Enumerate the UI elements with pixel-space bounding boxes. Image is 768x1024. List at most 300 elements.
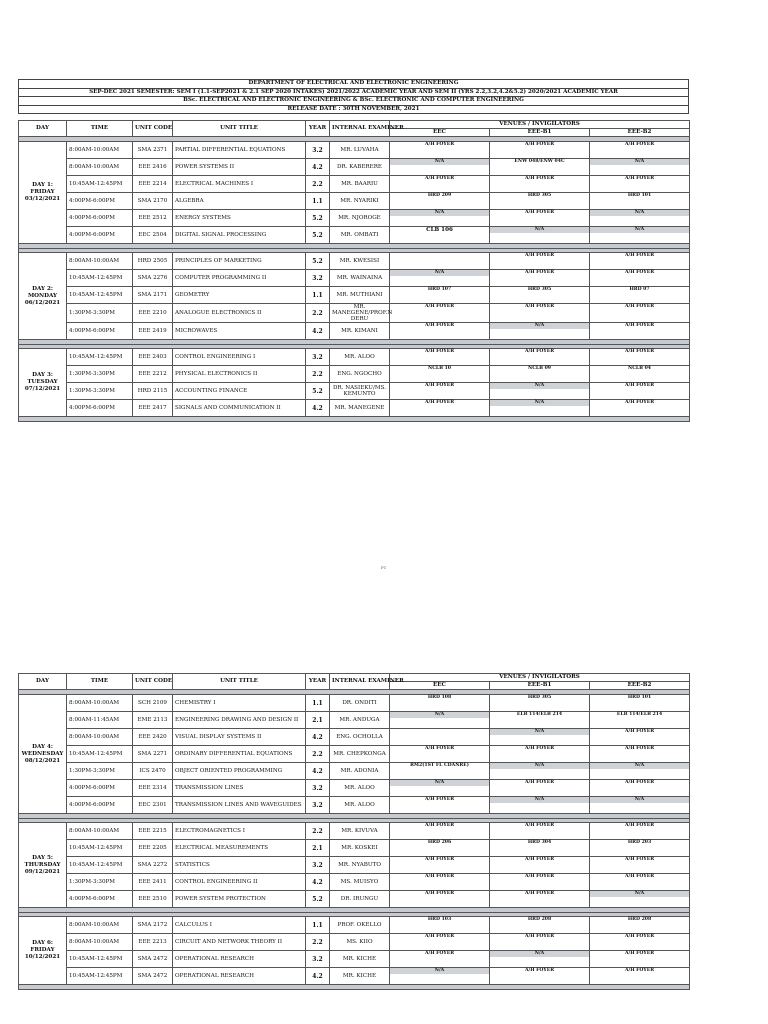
exam-row xyxy=(19,400,690,417)
exam-time: 8:00AM-10:00AM xyxy=(67,823,133,840)
venue-cell-b1 xyxy=(490,729,590,746)
venue-b1: A/H FOYER xyxy=(524,891,555,896)
venue-b2: N/A xyxy=(590,891,689,897)
venue-cell-b1 xyxy=(490,874,590,891)
exam-row xyxy=(19,287,690,304)
page-header xyxy=(18,79,689,114)
exam-time: 1:30PM-3:30PM xyxy=(67,874,133,891)
venue-b2: A/H FOYER xyxy=(624,951,655,956)
venue-cell-eec xyxy=(390,968,490,985)
venue-b2: HRD 208 xyxy=(627,917,652,922)
internal-examiner: MR. MUTHIANI xyxy=(330,287,390,304)
venue-cell-b2 xyxy=(590,142,690,159)
unit-code: EEE 2512 xyxy=(133,210,173,227)
exam-row xyxy=(19,874,690,891)
year: 3.2 xyxy=(306,797,330,814)
internal-examiner: DR. ONDITI xyxy=(330,695,390,712)
venue-b2: A/H FOYER xyxy=(624,253,655,258)
venue-cell-b2 xyxy=(590,400,690,417)
venue-cell-b2 xyxy=(590,253,690,270)
venue-cell-b2 xyxy=(590,227,690,244)
year: 4.2 xyxy=(306,968,330,985)
year: 5.2 xyxy=(306,253,330,270)
exam-time: 8:00AM-10:00AM xyxy=(67,253,133,270)
venue-cell-b1 xyxy=(490,304,590,323)
exam-row xyxy=(19,951,690,968)
venue-b1: A/H FOYER xyxy=(524,142,555,147)
internal-examiner: PROF. OKELLO xyxy=(330,917,390,934)
col-venues-header: VENUES / INVIGILATORS xyxy=(390,674,690,682)
unit-code: ICS 2470 xyxy=(133,763,173,780)
exam-row xyxy=(19,159,690,176)
col-time-header: TIME xyxy=(67,121,133,137)
venue-cell-b1 xyxy=(490,193,590,210)
col-unit-code-header: UNIT CODE xyxy=(133,674,173,690)
unit-title: GEOMETRY xyxy=(173,287,306,304)
venue-cell-b1 xyxy=(490,366,590,383)
venue-b1: HRD 305 xyxy=(527,193,552,198)
col-unit-title-header: UNIT TITLE xyxy=(173,121,306,137)
col-examiner-header: INTERNAL EXAMINER xyxy=(330,121,390,137)
venue-cell-b2 xyxy=(590,746,690,763)
internal-examiner: MR. KICHE xyxy=(330,951,390,968)
col-year-header: YEAR xyxy=(306,674,330,690)
venue-cell-eec xyxy=(390,951,490,968)
unit-code: EEE 2403 xyxy=(133,349,173,366)
venue-cell-b2 xyxy=(590,780,690,797)
venue-b2: A/H FOYER xyxy=(624,780,655,785)
venue-cell-b1 xyxy=(490,695,590,712)
venue-cell-b1 xyxy=(490,349,590,366)
internal-examiner: DR. NASIEKU/MS. KEMUNTO xyxy=(330,383,390,400)
venue-cell-b2 xyxy=(590,840,690,857)
exam-time: 10:45AM-12:45PM xyxy=(67,287,133,304)
venue-cell-b1 xyxy=(490,270,590,287)
internal-examiner: ENG. NGOCHO xyxy=(330,366,390,383)
unit-title: MICROWAVES xyxy=(173,323,306,340)
venue-b2: N/A xyxy=(590,797,689,803)
venue-cell-eec xyxy=(390,159,490,176)
venue-b2: A/H FOYER xyxy=(624,383,655,388)
timetable-page-2 xyxy=(18,673,689,990)
venue-cell-b1 xyxy=(490,253,590,270)
unit-code: SMA 2172 xyxy=(133,917,173,934)
venue-eec xyxy=(390,729,489,735)
col-time-header: TIME xyxy=(67,674,133,690)
unit-code: EEE 2212 xyxy=(133,366,173,383)
venue-cell-b1 xyxy=(490,712,590,729)
internal-examiner: MR. NJOROGE xyxy=(330,210,390,227)
unit-code: SMA 2171 xyxy=(133,287,173,304)
unit-code: EEE 2411 xyxy=(133,874,173,891)
unit-code: EEE 2213 xyxy=(133,934,173,951)
exam-time: 4:00PM-6:00PM xyxy=(67,400,133,417)
unit-title: DIGITAL SIGNAL PROCESSING xyxy=(173,227,306,244)
unit-title: OBJECT ORIENTED PROGRAMMING xyxy=(173,763,306,780)
exam-time: 1:30PM-3:30PM xyxy=(67,366,133,383)
venue-eec: A/H FOYER xyxy=(424,951,455,956)
exam-time: 1:30PM-3:30PM xyxy=(67,304,133,323)
venue-cell-eec xyxy=(390,304,490,323)
exam-time: 8:00AM-11:45AM xyxy=(67,712,133,729)
year: 1.1 xyxy=(306,287,330,304)
venue-cell-b2 xyxy=(590,270,690,287)
internal-examiner: MR. KIVUVA xyxy=(330,823,390,840)
exam-time: 8:00AM-10:00AM xyxy=(67,159,133,176)
unit-code: SMA 2271 xyxy=(133,746,173,763)
venue-cell-b2 xyxy=(590,823,690,840)
venue-b1: A/H FOYER xyxy=(524,304,555,309)
exam-row xyxy=(19,323,690,340)
year: 5.2 xyxy=(306,383,330,400)
venue-b1: N/A xyxy=(490,729,589,735)
internal-examiner: MR. KIMANI xyxy=(330,323,390,340)
year: 3.2 xyxy=(306,951,330,968)
venue-eec: A/H FOYER xyxy=(424,891,455,896)
programme-line: BSc. ELECTRICAL AND ELECTRONIC ENGINEERING & BSc. ELECTRONIC AND COMPUTER ENGINEERING xyxy=(18,96,689,105)
col-day-header: DAY xyxy=(19,674,67,690)
unit-title: ELECTROMAGNETICS I xyxy=(173,823,306,840)
year: 2.2 xyxy=(306,934,330,951)
unit-code: SMA 2170 xyxy=(133,193,173,210)
unit-title: CALCULUS I xyxy=(173,917,306,934)
exam-time: 10:45AM-12:45PM xyxy=(67,951,133,968)
day-label: DAY 4: WEDNESDAY 08/12/2021 xyxy=(19,695,67,814)
year: 4.2 xyxy=(306,323,330,340)
release-date: RELEASE DATE : 30TH NOVEMBER, 2021 xyxy=(18,105,689,115)
exam-time: 8:00AM-10:00AM xyxy=(67,142,133,159)
venue-eec: A/H FOYER xyxy=(424,934,455,939)
venue-b2: A/H FOYER xyxy=(624,934,655,939)
unit-title: CONTROL ENGINEERING II xyxy=(173,874,306,891)
venue-cell-eec xyxy=(390,934,490,951)
venue-b1: A/H FOYER xyxy=(524,934,555,939)
exam-time: 4:00PM-6:00PM xyxy=(67,210,133,227)
exam-time: 8:00AM-10:00AM xyxy=(67,934,133,951)
unit-title: VISUAL DISPLAY SYSTEMS II xyxy=(173,729,306,746)
internal-examiner: MR. CHEPKONGA xyxy=(330,746,390,763)
exam-row xyxy=(19,349,690,366)
venue-cell-eec xyxy=(390,729,490,746)
exam-time: 4:00PM-6:00PM xyxy=(67,797,133,814)
internal-examiner: MR. OMBATI xyxy=(330,227,390,244)
venue-cell-b1 xyxy=(490,968,590,985)
venue-eec: A/H FOYER xyxy=(424,746,455,751)
exam-row xyxy=(19,253,690,270)
venue-b2: N/A xyxy=(590,210,689,216)
venue-b1: HRD 208 xyxy=(527,917,552,922)
venue-b1: N/A xyxy=(490,797,589,803)
year: 5.2 xyxy=(306,210,330,227)
internal-examiner: MR. BAARIU xyxy=(330,176,390,193)
exam-row xyxy=(19,729,690,746)
venue-b2: A/H FOYER xyxy=(624,746,655,751)
internal-examiner: MS. MUISYO xyxy=(330,874,390,891)
exam-table xyxy=(18,673,690,990)
exam-time: 10:45AM-12:45PM xyxy=(67,968,133,985)
internal-examiner: MR. MANEGENE/PROF.N DERU xyxy=(330,304,390,323)
year: 3.2 xyxy=(306,270,330,287)
venue-cell-eec xyxy=(390,270,490,287)
venue-cell-b2 xyxy=(590,857,690,874)
venue-b1: N/A xyxy=(490,951,589,957)
venue-cell-eec xyxy=(390,366,490,383)
venue-cell-eec xyxy=(390,840,490,857)
exam-row xyxy=(19,142,690,159)
venue-b2: HRD 07 xyxy=(629,287,650,292)
venue-cell-b2 xyxy=(590,366,690,383)
exam-time: 8:00AM-10:00AM xyxy=(67,729,133,746)
venue-cell-eec xyxy=(390,176,490,193)
unit-code: EEE 2210 xyxy=(133,304,173,323)
venue-eec: HRD 108 xyxy=(427,695,452,700)
year: 1.1 xyxy=(306,917,330,934)
unit-code: HRD 2505 xyxy=(133,253,173,270)
unit-code: EEC 2504 xyxy=(133,227,173,244)
exam-time: 4:00PM-6:00PM xyxy=(67,891,133,908)
venue-b1: HRD 305 xyxy=(527,287,552,292)
internal-examiner: MR. KOSKEI xyxy=(330,840,390,857)
unit-code: EEE 2314 xyxy=(133,780,173,797)
venue-eec: NCLB 10 xyxy=(428,366,451,371)
exam-table xyxy=(18,120,690,422)
unit-code: SMA 2472 xyxy=(133,951,173,968)
unit-code: EEC 2301 xyxy=(133,797,173,814)
internal-examiner: DR. KABERERE xyxy=(330,159,390,176)
unit-title: COMPUTER PROGRAMMING II xyxy=(173,270,306,287)
venue-cell-b1 xyxy=(490,323,590,340)
exam-time: 1:30PM-3:30PM xyxy=(67,763,133,780)
venue-eec: A/H FOYER xyxy=(424,857,455,862)
venue-cell-b1 xyxy=(490,917,590,934)
exam-row xyxy=(19,227,690,244)
unit-title: SIGNALS AND COMMUNICATION II xyxy=(173,400,306,417)
venue-b2: A/H FOYER xyxy=(624,729,655,734)
venue-b1: N/A xyxy=(490,383,589,389)
internal-examiner: ENG. OCHOLLA xyxy=(330,729,390,746)
year: 4.2 xyxy=(306,874,330,891)
venue-cell-b2 xyxy=(590,891,690,908)
venue-cell-b1 xyxy=(490,763,590,780)
venue-cell-eec xyxy=(390,253,490,270)
exam-row xyxy=(19,210,690,227)
venue-cell-b2 xyxy=(590,287,690,304)
year: 2.2 xyxy=(306,176,330,193)
unit-title: ANALOGUE ELECTRONICS II xyxy=(173,304,306,323)
venue-b1: HRD 305 xyxy=(527,695,552,700)
unit-title: PHYSICAL ELECTRONICS II xyxy=(173,366,306,383)
exam-time: 10:45AM-12:45PM xyxy=(67,176,133,193)
day-label: DAY 6: FRIDAY 10/12/2021 xyxy=(19,917,67,985)
day-label: DAY 2: MONDAY 06/12/2021 xyxy=(19,253,67,340)
venue-eec: A/H FOYER xyxy=(424,176,455,181)
unit-code: EEE 2417 xyxy=(133,400,173,417)
col-eec-header: EEC xyxy=(390,682,490,690)
col-unit-code-header: UNIT CODE xyxy=(133,121,173,137)
exam-time: 4:00PM-6:00PM xyxy=(67,227,133,244)
internal-examiner: MR. WAINAINA xyxy=(330,270,390,287)
year: 4.2 xyxy=(306,763,330,780)
unit-title: ORDINARY DIFFERENTIAL EQUATIONS xyxy=(173,746,306,763)
venue-b2: A/H FOYER xyxy=(624,400,655,405)
unit-code: EEE 2214 xyxy=(133,176,173,193)
internal-examiner: MR. KICHE xyxy=(330,968,390,985)
venue-b1: A/H FOYER xyxy=(524,780,555,785)
exam-time: 10:45AM-12:45PM xyxy=(67,349,133,366)
exam-row xyxy=(19,763,690,780)
year: 5.2 xyxy=(306,227,330,244)
unit-code: SCH 2109 xyxy=(133,695,173,712)
venue-cell-b2 xyxy=(590,323,690,340)
venue-b2: A/H FOYER xyxy=(624,968,655,973)
year: 3.2 xyxy=(306,349,330,366)
col-b2-header: EEE-B2 xyxy=(590,129,690,137)
unit-code: HRD 2115 xyxy=(133,383,173,400)
venue-b2: N/A xyxy=(590,227,689,233)
venue-b1: A/H FOYER xyxy=(524,349,555,354)
unit-title: POWER SYSTEM PROTECTION xyxy=(173,891,306,908)
venue-eec xyxy=(390,253,489,259)
col-eec-header: EEC xyxy=(390,129,490,137)
venue-cell-b2 xyxy=(590,917,690,934)
exam-time: 10:45AM-12:45PM xyxy=(67,840,133,857)
timetable-page-1 xyxy=(18,120,689,422)
venue-cell-eec xyxy=(390,891,490,908)
venue-cell-b2 xyxy=(590,349,690,366)
venue-cell-b1 xyxy=(490,400,590,417)
internal-examiner: MR. ALOO xyxy=(330,797,390,814)
unit-title: PRINCIPLES OF MARKETING xyxy=(173,253,306,270)
exam-time: 10:45AM-12:45PM xyxy=(67,270,133,287)
semester-line: SEP-DEC 2021 SEMESTER: SEM I (1.1-SEP2021 & 2.1 SEP 2020 INTAKES) 2021/2022 ACADEMIC YEAR AND SEM II (YRS 2.2,3.2,4.2&5.2) 2020/2021 ACADEMIC YEAR xyxy=(18,88,689,97)
year: 4.2 xyxy=(306,159,330,176)
venue-cell-b2 xyxy=(590,874,690,891)
venue-cell-eec xyxy=(390,349,490,366)
exam-row xyxy=(19,176,690,193)
venue-eec: N/A xyxy=(390,270,489,276)
internal-examiner: MR. ADONIA xyxy=(330,763,390,780)
venue-cell-b2 xyxy=(590,797,690,814)
venue-eec: HRD 209 xyxy=(427,193,452,198)
internal-examiner: MR. MANEGENE xyxy=(330,400,390,417)
venue-cell-b1 xyxy=(490,840,590,857)
exam-row xyxy=(19,746,690,763)
venue-cell-b1 xyxy=(490,210,590,227)
venue-b2: N/A xyxy=(590,159,689,165)
year: 2.2 xyxy=(306,746,330,763)
venue-b1: N/A xyxy=(490,400,589,406)
venue-cell-b1 xyxy=(490,176,590,193)
unit-code: SMA 2371 xyxy=(133,142,173,159)
venue-cell-eec xyxy=(390,323,490,340)
year: 1.1 xyxy=(306,193,330,210)
exam-row xyxy=(19,780,690,797)
unit-code: EEE 2420 xyxy=(133,729,173,746)
venue-cell-b2 xyxy=(590,695,690,712)
venue-eec: N/A xyxy=(390,780,489,786)
venue-cell-eec xyxy=(390,400,490,417)
venue-b2: A/H FOYER xyxy=(624,304,655,309)
department-title: DEPARTMENT OF ELECTRICAL AND ELECTRONIC ENGINEERING xyxy=(18,79,689,88)
year: 3.2 xyxy=(306,780,330,797)
exam-time: 8:00AM-10:00AM xyxy=(67,695,133,712)
year: 3.2 xyxy=(306,857,330,874)
venue-cell-b2 xyxy=(590,304,690,323)
venue-b1: A/H FOYER xyxy=(524,968,555,973)
venue-b2: HRD 101 xyxy=(627,193,652,198)
exam-time: 4:00PM-6:00PM xyxy=(67,323,133,340)
unit-title: CHEMISTRY I xyxy=(173,695,306,712)
col-day-header: DAY xyxy=(19,121,67,137)
col-venues-header: VENUES / INVIGILATORS xyxy=(390,121,690,129)
unit-title: ENGINEERING DRAWING AND DESIGN II xyxy=(173,712,306,729)
separator-row xyxy=(19,985,690,990)
unit-title: ACCOUNTING FINANCE xyxy=(173,383,306,400)
venue-b1: N/A xyxy=(490,323,589,329)
venue-cell-eec xyxy=(390,193,490,210)
venue-cell-b1 xyxy=(490,891,590,908)
venue-b1: N/A xyxy=(490,227,589,233)
venue-cell-eec xyxy=(390,780,490,797)
venue-cell-b1 xyxy=(490,159,590,176)
venue-cell-b2 xyxy=(590,934,690,951)
exam-row xyxy=(19,383,690,400)
venue-eec: N/A xyxy=(390,968,489,974)
exam-time: 4:00PM-6:00PM xyxy=(67,193,133,210)
exam-row xyxy=(19,797,690,814)
year: 2.2 xyxy=(306,823,330,840)
exam-row xyxy=(19,917,690,934)
venue-cell-b1 xyxy=(490,857,590,874)
venue-cell-eec xyxy=(390,695,490,712)
venue-cell-b1 xyxy=(490,142,590,159)
venue-eec: CLB 106 xyxy=(426,227,453,233)
venue-cell-b2 xyxy=(590,176,690,193)
exam-time: 1:30PM-3:30PM xyxy=(67,383,133,400)
unit-title: ELECTRICAL MEASUREMENTS xyxy=(173,840,306,857)
internal-examiner: MR. NYABUTO xyxy=(330,857,390,874)
venue-b2: NCLB 04 xyxy=(628,366,651,371)
year: 2.1 xyxy=(306,840,330,857)
venue-b1: A/H FOYER xyxy=(524,210,555,215)
exam-time: 8:00AM-10:00AM xyxy=(67,917,133,934)
year: 3.2 xyxy=(306,142,330,159)
venue-eec: RM2(1ST FL CDANRE) xyxy=(410,763,469,768)
venue-b1: A/H FOYER xyxy=(524,874,555,879)
unit-title: TRANSMISSION LINES xyxy=(173,780,306,797)
venue-b2: A/H FOYER xyxy=(624,323,655,328)
venue-b1: ENW 048/ENW 04C xyxy=(514,159,565,164)
unit-code: SMA 2472 xyxy=(133,968,173,985)
venue-b2: HRD 203 xyxy=(627,840,652,845)
venue-cell-b2 xyxy=(590,159,690,176)
venue-cell-b2 xyxy=(590,193,690,210)
year: 2.2 xyxy=(306,366,330,383)
internal-examiner: MR. KWESISI xyxy=(330,253,390,270)
venue-b1: N/A xyxy=(490,763,589,769)
unit-title: TRANSMISSION LINES AND WAVEGUIDES xyxy=(173,797,306,814)
unit-title: POWER SYSTEMS II xyxy=(173,159,306,176)
internal-examiner: MR. ANDUGA xyxy=(330,712,390,729)
exam-row xyxy=(19,840,690,857)
venue-eec: HRD 103 xyxy=(427,917,452,922)
venue-cell-b2 xyxy=(590,968,690,985)
venue-cell-eec xyxy=(390,797,490,814)
venue-cell-eec xyxy=(390,383,490,400)
exam-row xyxy=(19,304,690,323)
venue-b1: HRD 304 xyxy=(527,840,552,845)
venue-b2: A/H FOYER xyxy=(624,857,655,862)
